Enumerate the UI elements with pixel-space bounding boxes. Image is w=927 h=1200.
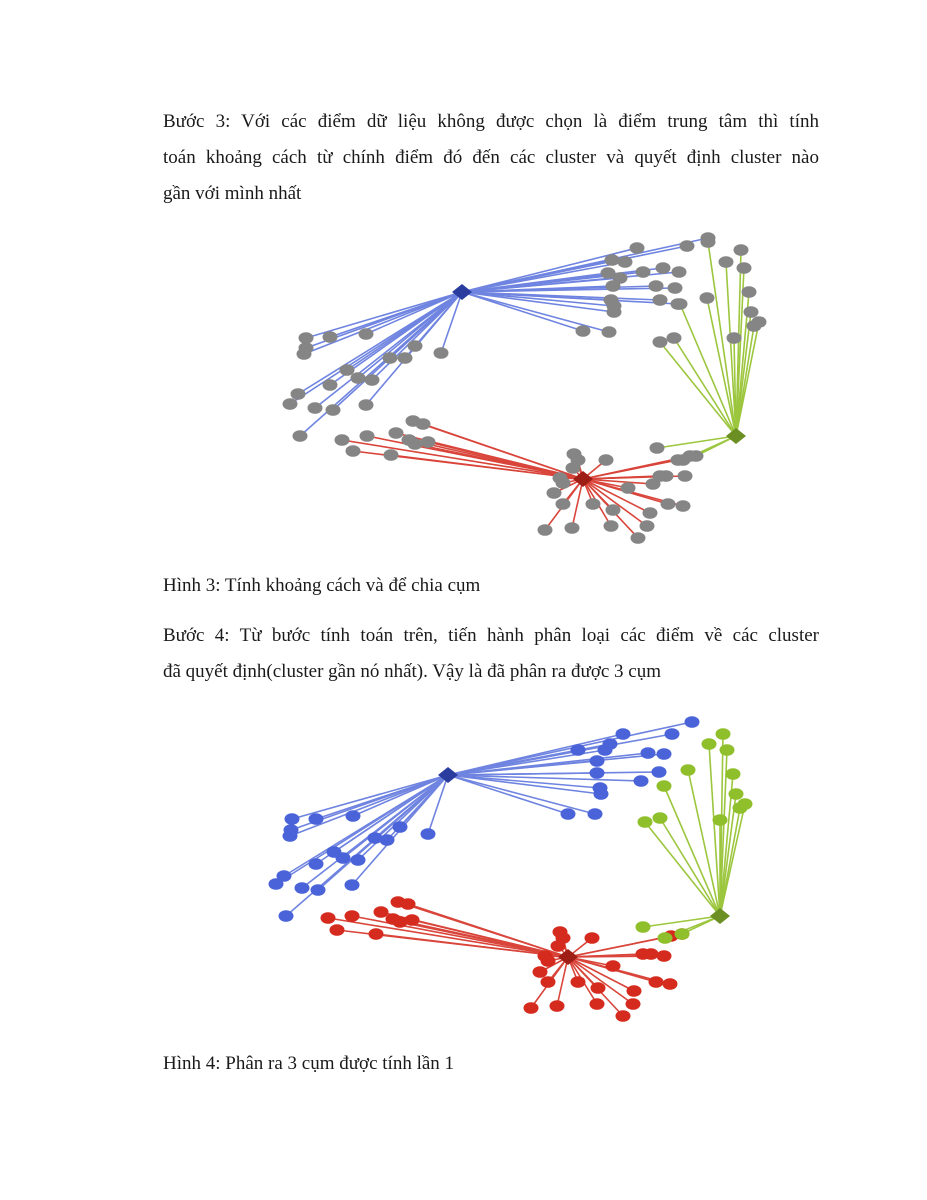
fig3-unassigned-point xyxy=(293,430,308,442)
step4-line-1: Bước 4: Từ bước tính toán trên, tiến hành phân loại các điểm về các cluster xyxy=(163,625,819,646)
fig3-unassigned-point xyxy=(359,399,374,411)
fig3-unassigned-point xyxy=(384,449,399,461)
fig3-unassigned-point xyxy=(676,454,691,466)
fig4-red-point xyxy=(541,955,556,967)
figure-4-svg xyxy=(0,712,927,1027)
fig4-green-point xyxy=(702,738,717,750)
fig4-red-point xyxy=(571,976,586,988)
fig3-unassigned-point xyxy=(668,282,683,294)
fig3-unassigned-point xyxy=(383,352,398,364)
step3-paragraph xyxy=(163,104,819,212)
fig3-blue-link xyxy=(300,292,462,436)
fig4-red-point xyxy=(374,906,389,918)
fig4-blue-point xyxy=(351,854,366,866)
fig3-red-link xyxy=(342,440,583,479)
fig4-green-point xyxy=(720,744,735,756)
fig4-blue-point xyxy=(283,830,298,842)
fig3-unassigned-point xyxy=(604,520,619,532)
fig3-unassigned-point xyxy=(744,306,759,318)
step3-line-3: gần với mình nhất xyxy=(163,183,302,204)
fig4-blue-point xyxy=(295,882,310,894)
fig3-unassigned-point xyxy=(643,507,658,519)
step4-label: Bước 4: xyxy=(163,625,230,646)
fig3-unassigned-point xyxy=(291,388,306,400)
fig4-blue-point xyxy=(336,852,351,864)
fig4-red-point xyxy=(626,998,641,1010)
step4-paragraph xyxy=(163,618,819,690)
fig3-unassigned-point xyxy=(308,402,323,414)
fig4-blue-point xyxy=(393,821,408,833)
fig3-unassigned-point xyxy=(734,244,749,256)
fig4-blue-point xyxy=(665,728,680,740)
fig3-unassigned-point xyxy=(346,445,361,457)
fig3-unassigned-point xyxy=(323,379,338,391)
fig4-blue-point xyxy=(598,744,613,756)
fig3-unassigned-point xyxy=(299,332,314,344)
fig3-unassigned-point xyxy=(297,348,312,360)
fig3-unassigned-point xyxy=(365,374,380,386)
fig4-green-point xyxy=(675,928,690,940)
fig3-unassigned-point xyxy=(649,280,664,292)
fig4-blue-point xyxy=(380,834,395,846)
fig3-unassigned-point xyxy=(416,418,431,430)
fig3-unassigned-point xyxy=(727,332,742,344)
step4-line-2: đã quyết định(cluster gần nó nhất). Vậy là đã phân ra được 3 cụm xyxy=(163,661,662,682)
fig4-red-point xyxy=(591,982,606,994)
step3-line-2: toán khoảng cách từ chính điểm đó đến các cluster và quyết định cluster nào xyxy=(163,147,819,168)
fig4-red-point xyxy=(627,985,642,997)
fig4-blue-point xyxy=(594,788,609,800)
fig4-red-point xyxy=(401,898,416,910)
fig4-red-point xyxy=(345,910,360,922)
fig3-unassigned-point xyxy=(556,498,571,510)
fig4-blue-link xyxy=(286,775,448,916)
fig4-red-point xyxy=(657,950,672,962)
fig4-green-link xyxy=(645,822,720,916)
fig3-unassigned-point xyxy=(360,430,375,442)
fig3-unassigned-point xyxy=(398,352,413,364)
fig4-green-point xyxy=(726,768,741,780)
fig4-link-lines xyxy=(276,722,745,1016)
fig4-blue-point xyxy=(561,808,576,820)
fig4-blue-link xyxy=(276,775,448,884)
fig3-unassigned-point xyxy=(605,254,620,266)
fig4-green-point xyxy=(713,814,728,826)
fig4-green-point xyxy=(653,812,668,824)
fig4-blue-point xyxy=(309,813,324,825)
fig4-blue-point xyxy=(590,755,605,767)
fig3-blue-link xyxy=(290,292,462,404)
fig3-unassigned-point xyxy=(676,500,691,512)
fig3-unassigned-point xyxy=(566,462,581,474)
fig3-green-link xyxy=(674,338,736,436)
fig3-unassigned-point xyxy=(607,306,622,318)
fig4-green-point xyxy=(636,921,651,933)
fig3-unassigned-point xyxy=(673,298,688,310)
fig3-unassigned-point xyxy=(672,266,687,278)
fig3-unassigned-point xyxy=(719,256,734,268)
figure-3-caption: Hình 3: Tính khoảng cách và để chia cụm xyxy=(163,575,481,596)
fig4-red-point xyxy=(663,978,678,990)
fig4-blue-point xyxy=(616,728,631,740)
fig3-unassigned-point xyxy=(434,347,449,359)
fig3-unassigned-point xyxy=(659,470,674,482)
fig4-green-point xyxy=(638,816,653,828)
fig4-red-point xyxy=(649,976,664,988)
fig4-red-point xyxy=(551,940,566,952)
figure-3-diagram xyxy=(0,228,927,553)
fig3-unassigned-point xyxy=(586,498,601,510)
fig3-unassigned-point xyxy=(667,332,682,344)
step3-label: Bước 3: xyxy=(163,111,231,132)
fig3-unassigned-point xyxy=(408,340,423,352)
fig3-unassigned-point xyxy=(653,294,668,306)
fig4-red-point xyxy=(330,924,345,936)
fig3-unassigned-point xyxy=(326,404,341,416)
fig3-unassigned-point xyxy=(421,436,436,448)
fig3-unassigned-point xyxy=(653,336,668,348)
fig4-red-point xyxy=(533,966,548,978)
fig3-unassigned-point xyxy=(389,427,404,439)
fig4-red-point xyxy=(524,1002,539,1014)
fig3-unassigned-point xyxy=(556,477,571,489)
fig4-green-point xyxy=(658,932,673,944)
fig3-unassigned-point xyxy=(606,504,621,516)
fig3-unassigned-point xyxy=(576,325,591,337)
figure-4-caption: Hình 4: Phân ra 3 cụm được tính lần 1 xyxy=(163,1053,455,1074)
fig4-red-point xyxy=(606,960,621,972)
fig4-green-point xyxy=(681,764,696,776)
fig4-green-point xyxy=(657,780,672,792)
figure-3-svg xyxy=(0,228,927,553)
fig4-red-point xyxy=(369,928,384,940)
fig4-blue-point xyxy=(652,766,667,778)
fig3-unassigned-point xyxy=(737,262,752,274)
fig3-unassigned-point xyxy=(283,398,298,410)
fig3-unassigned-point xyxy=(680,240,695,252)
fig4-blue-point xyxy=(346,810,361,822)
fig4-green-link xyxy=(660,818,720,916)
fig3-unassigned-point xyxy=(602,326,617,338)
fig4-red-point xyxy=(590,998,605,1010)
fig3-unassigned-point xyxy=(656,262,671,274)
fig4-green-centroid xyxy=(710,908,730,924)
fig3-unassigned-point xyxy=(565,522,580,534)
fig4-green-point xyxy=(733,802,748,814)
fig4-red-point xyxy=(321,912,336,924)
fig4-blue-link xyxy=(290,775,448,836)
fig3-unassigned-point xyxy=(618,256,633,268)
fig4-red-point xyxy=(541,976,556,988)
fig3-unassigned-point xyxy=(661,498,676,510)
fig4-blue-point xyxy=(345,879,360,891)
fig3-unassigned-point xyxy=(351,372,366,384)
fig4-red-point xyxy=(585,932,600,944)
fig3-unassigned-point xyxy=(650,442,665,454)
fig4-blue-point xyxy=(634,775,649,787)
fig4-blue-point xyxy=(279,910,294,922)
fig4-green-point xyxy=(729,788,744,800)
fig4-blue-point xyxy=(685,716,700,728)
fig3-unassigned-point xyxy=(621,482,636,494)
fig4-red-point xyxy=(644,948,659,960)
fig3-unassigned-point xyxy=(678,470,693,482)
fig4-blue-point xyxy=(571,744,586,756)
fig4-red-point xyxy=(550,1000,565,1012)
fig4-blue-point xyxy=(309,858,324,870)
fig4-red-point xyxy=(616,1010,631,1022)
fig3-unassigned-point xyxy=(631,532,646,544)
fig3-link-lines xyxy=(290,238,759,538)
fig4-green-link xyxy=(664,786,720,916)
fig4-blue-point xyxy=(311,884,326,896)
fig3-unassigned-point xyxy=(747,320,762,332)
fig3-unassigned-point xyxy=(606,280,621,292)
fig3-unassigned-point xyxy=(323,331,338,343)
fig4-blue-point xyxy=(657,748,672,760)
fig4-blue-point xyxy=(285,813,300,825)
fig4-blue-point xyxy=(269,878,284,890)
fig3-unassigned-point xyxy=(742,286,757,298)
fig3-unassigned-point xyxy=(599,454,614,466)
fig4-red-link xyxy=(328,918,568,957)
fig3-unassigned-point xyxy=(701,236,716,248)
fig4-blue-point xyxy=(590,767,605,779)
fig4-blue-point xyxy=(641,747,656,759)
fig3-unassigned-point xyxy=(538,524,553,536)
step3-line-1: Bước 3: Với các điểm dữ liệu không được chọn là điểm trung tâm thì tính xyxy=(163,111,819,132)
fig3-unassigned-point xyxy=(408,438,423,450)
fig4-green-point xyxy=(716,728,731,740)
fig4-blue-point xyxy=(421,828,436,840)
fig3-unassigned-point xyxy=(636,266,651,278)
fig4-blue-point xyxy=(588,808,603,820)
fig3-unassigned-point xyxy=(630,242,645,254)
fig3-green-centroid xyxy=(726,428,746,444)
fig3-green-link xyxy=(680,304,736,436)
fig3-unassigned-point xyxy=(640,520,655,532)
fig3-unassigned-point xyxy=(359,328,374,340)
fig3-unassigned-point xyxy=(547,487,562,499)
figure-4-diagram xyxy=(0,712,927,1027)
fig3-unassigned-point xyxy=(689,450,704,462)
fig4-red-point xyxy=(393,916,408,928)
fig3-unassigned-point xyxy=(700,292,715,304)
fig3-unassigned-point xyxy=(335,434,350,446)
fig3-unassigned-point xyxy=(340,364,355,376)
